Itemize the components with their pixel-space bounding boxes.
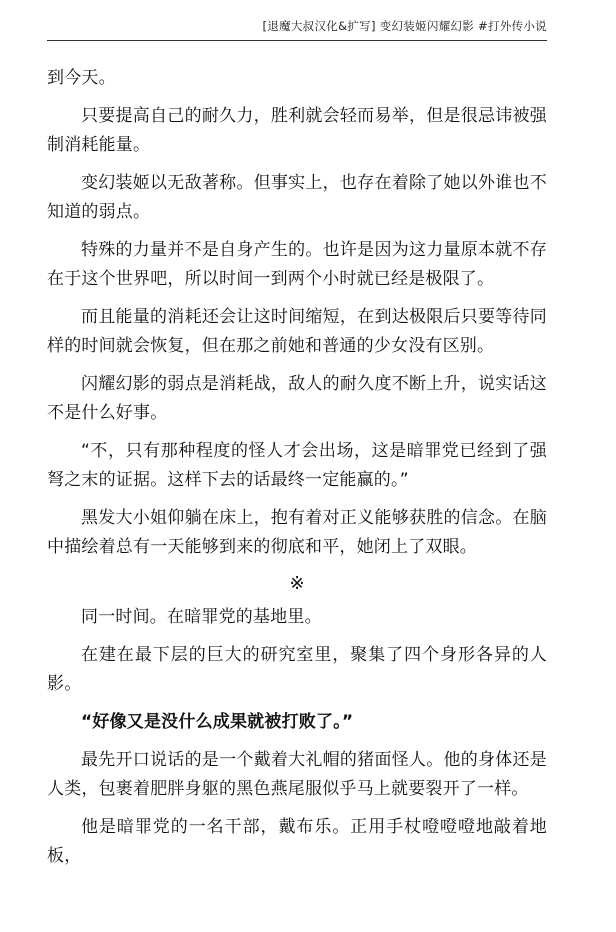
- page-header: [47, 18, 547, 41]
- paragraph: 变幻装姬以无敌著称。但事实上，也存在着除了她以外谁也不知道的弱点。: [47, 173, 547, 222]
- paragraph: 闪耀幻影的弱点是消耗战，敌人的耐久度不断上升，说实话这不是什么好事。: [47, 374, 547, 423]
- paragraph: 黑发大小姐仰躺在床上，抱有着对正义能够获胜的信念。在脑中描绘着总有一天能够到来的彻底和平，她闭上了双眼。: [47, 508, 547, 557]
- paragraph: 同一时间。在暗罪党的基地里。: [81, 607, 322, 627]
- paragraph: 而且能量的消耗还会让这时间缩短，在到达极限后只要等待同样的时间就会恢复，但在那之前她和普通的少女没有区别。: [47, 307, 547, 356]
- page-body: [47, 64, 547, 880]
- scene-separator: ※: [289, 573, 305, 594]
- header-text: [退魔大叔汉化&扩写] 变幻装姬闪耀幻影 #打外传小说: [262, 19, 547, 33]
- paragraph: 最先开口说话的是一个戴着大礼帽的猪面怪人。他的身体还是人类，包裹着肥胖身躯的黑色燕尾服似乎马上就要裂开了一样。: [47, 750, 547, 799]
- paragraph: 在建在最下层的巨大的研究室里，聚集了四个身形各异的人影。: [47, 645, 547, 694]
- paragraph-dialogue: “好像又是没什么成果就被打败了。”: [81, 712, 354, 732]
- paragraph: 到今天。: [47, 68, 116, 88]
- paragraph: 只要提高自己的耐久力，胜利就会轻而易举，但是很忌讳被强制消耗能量。: [47, 106, 547, 155]
- paragraph: 他是暗罪党的一名干部，戴布乐。正用手杖噔噔噔地敲着地板，: [47, 817, 547, 866]
- paragraph-dialogue: “不，只有那种程度的怪人才会出场，这是暗罪党已经到了强弩之末的证据。这样下去的话最终一定能赢的。”: [47, 441, 547, 490]
- paragraph: 特殊的力量并不是自身产生的。也许是因为这力量原本就不存在于这个世界吧，所以时间一到两个小时就已经是极限了。: [47, 240, 547, 289]
